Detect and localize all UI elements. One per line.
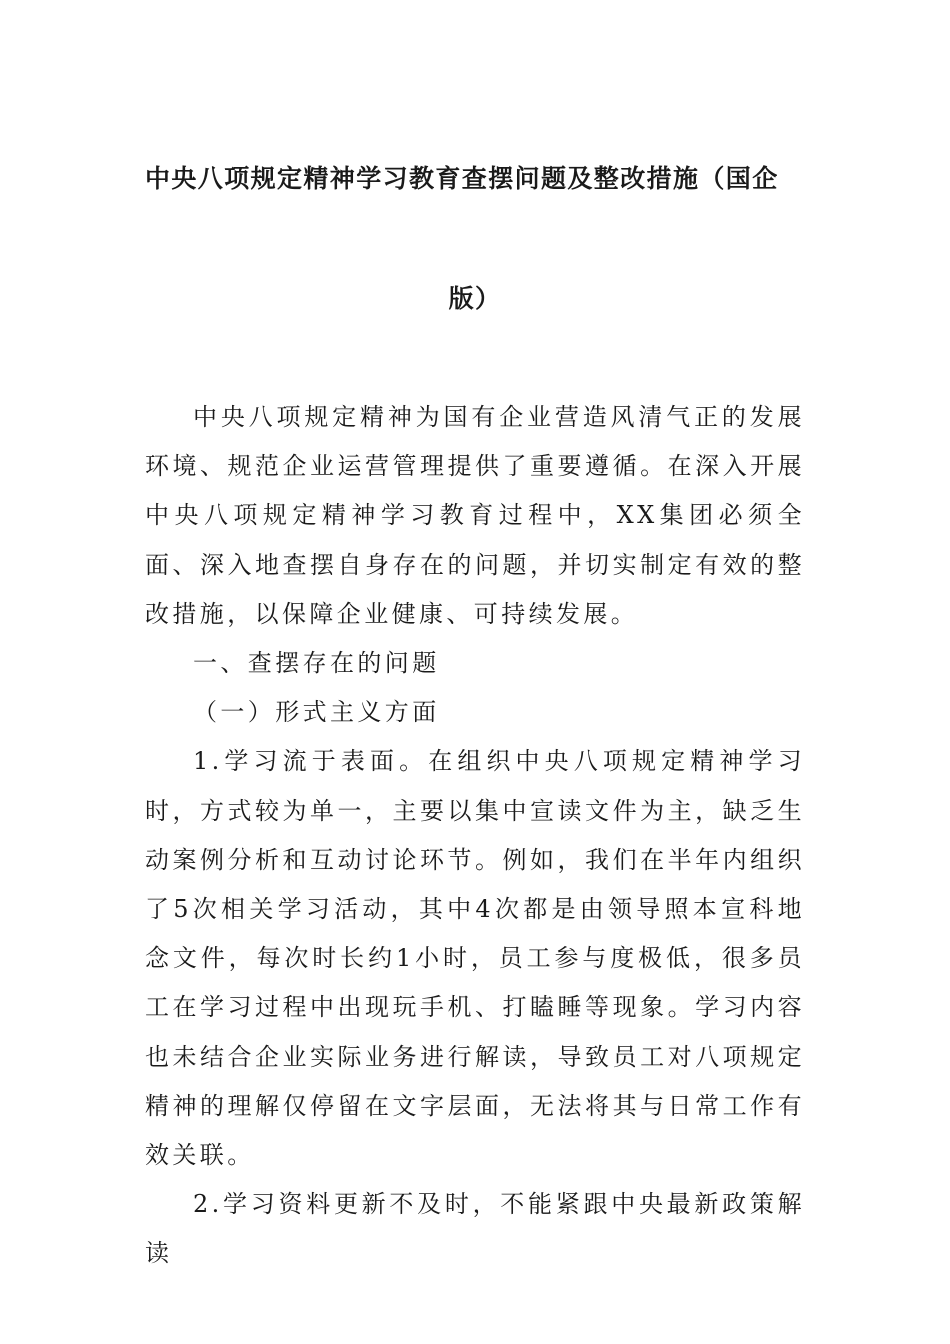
subsection-heading-1: （一）形式主义方面 [193,698,440,727]
item-paragraph-2: 2.学习资料更新不及时，不能紧跟中央最新政策解读 [145,1190,805,1268]
document-title-line-1: 中央八项规定精神学习教育查摆问题及整改措施（国企 [145,164,779,193]
document-body [145,393,805,1279]
item-paragraph-1: 1.学习流于表面。在组织中央八项规定精神学习时，方式较为单一，主要以集中宣读文件为主，缺乏生动案例分析和互动讨论环节。例如，我们在半年内组织了5次相关学习活动，其中4次都是由领导照本宣科地念文件，每次时长约1小时，员工参与度极低，很多员工在学习过程中出现玩手机、打瞌睡等现象。学习内容也未结合企业实际业务进行解读，导致员工对八项规定精神的理解仅停留在文字层面，无法将其与日常工作有效关联。 [145,747,805,1170]
section-heading-1: 一、查摆存在的问题 [193,649,440,678]
document-title-line-2: 版） [448,284,502,313]
intro-paragraph: 中央八项规定精神为国有企业营造风清气正的发展环境、规范企业运营管理提供了重要遵循。在深入开展中央八项规定精神学习教育过程中，XX集团必须全面、深入地查摆自身存在的问题，并切实制定有效的整改措施，以保障企业健康、可持续发展。 [145,403,805,628]
